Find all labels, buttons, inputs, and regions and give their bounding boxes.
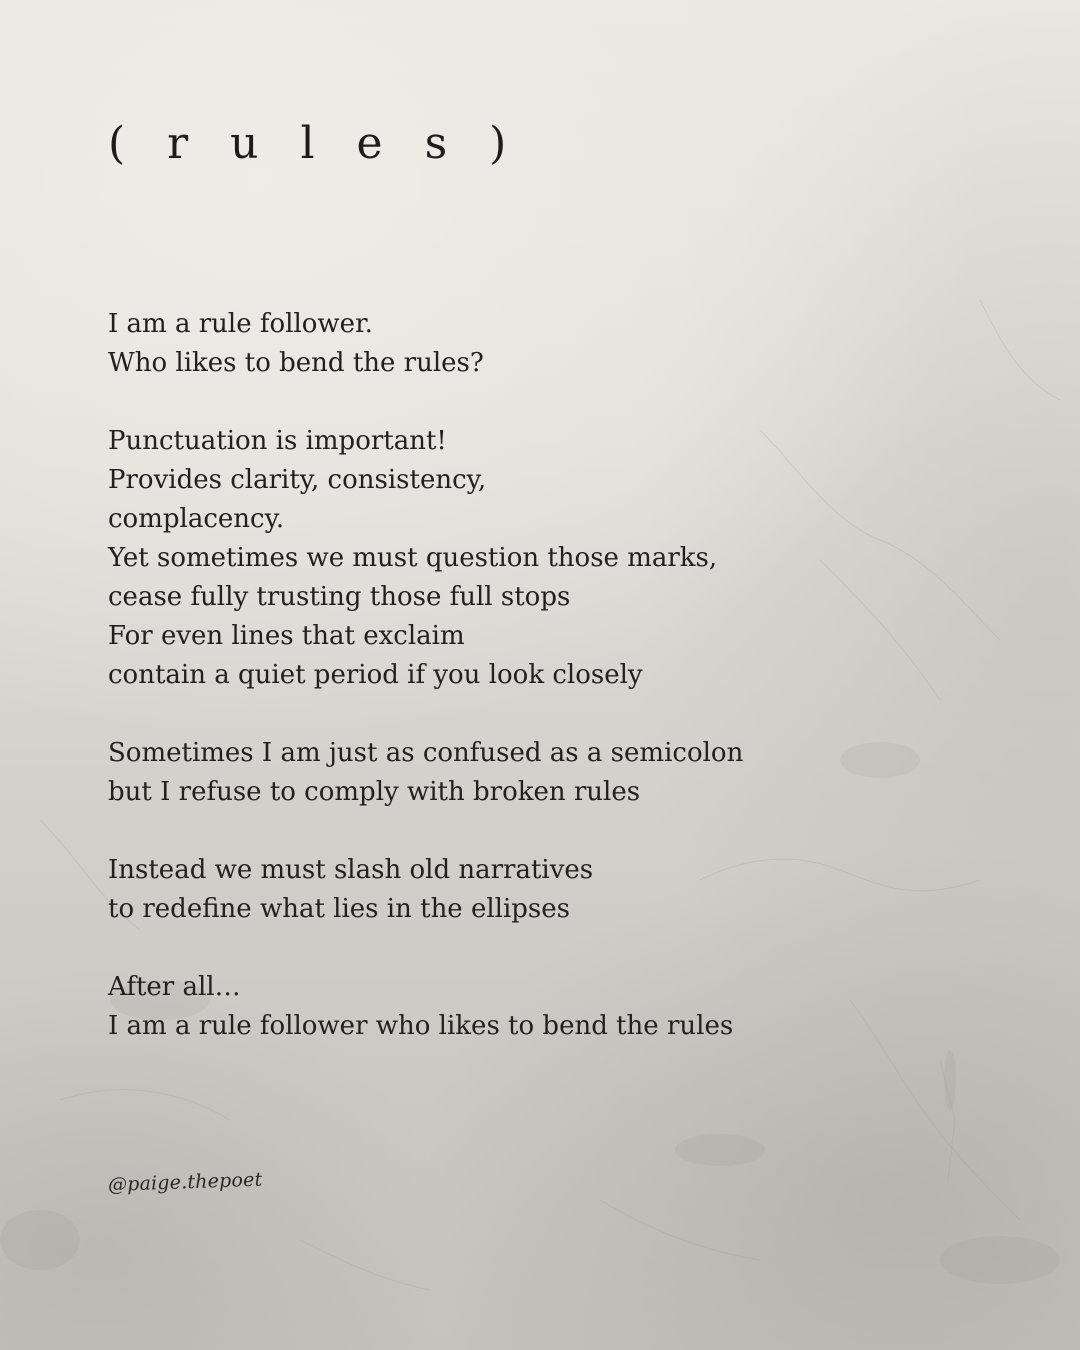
poem-line: Who likes to bend the rules? xyxy=(108,348,484,378)
poem-line: Sometimes I am just as confused as a semicolon xyxy=(108,738,744,768)
poem-line: Yet sometimes we must question those marks, xyxy=(108,543,718,573)
poem-line: but I refuse to comply with broken rules xyxy=(108,777,641,807)
stanza xyxy=(108,968,908,1046)
author-handle: @paige.thepoet xyxy=(107,1168,263,1196)
poem-line: After all… xyxy=(108,972,241,1002)
poem-body xyxy=(108,305,908,1046)
poem-line: to redefine what lies in the ellipses xyxy=(108,894,571,924)
stanza xyxy=(108,734,908,812)
poem-line: Instead we must slash old narratives xyxy=(108,855,594,885)
poem-line: I am a rule follower. xyxy=(108,309,373,339)
stanza xyxy=(108,305,908,383)
poem-title: ( r u l e s ) xyxy=(108,118,521,169)
poem-line: Punctuation is important! xyxy=(108,426,447,456)
poem-line: cease fully trusting those full stops xyxy=(108,582,571,612)
poem-line: complacency. xyxy=(108,504,285,534)
poem-line: Provides clarity, consistency, xyxy=(108,465,487,495)
poem-line: For even lines that exclaim xyxy=(108,621,465,651)
poem-line: I am a rule follower who likes to bend the rules xyxy=(108,1011,734,1041)
stanza xyxy=(108,422,908,695)
stanza xyxy=(108,851,908,929)
poem-line: contain a quiet period if you look closely xyxy=(108,660,643,690)
